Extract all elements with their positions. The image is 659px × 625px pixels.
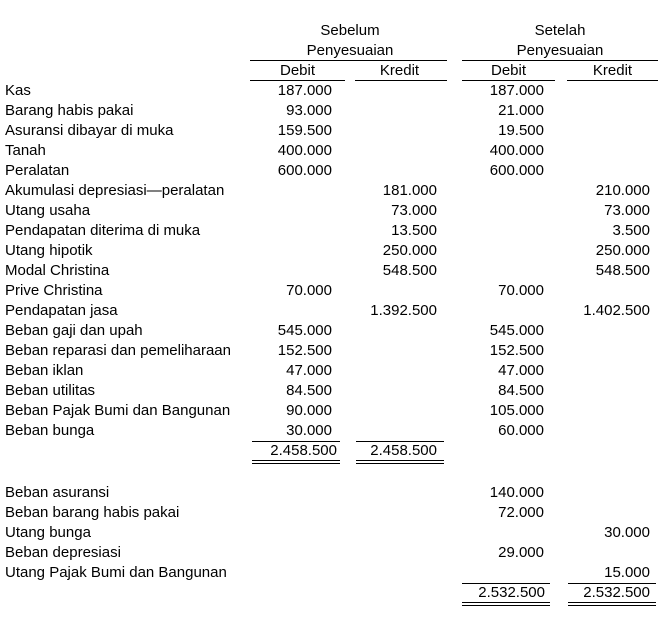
- row-label: Prive Christina: [5, 282, 103, 299]
- row-before-debit: 400.000: [277, 142, 332, 159]
- adjustment-row-after-kredit: 15.000: [604, 564, 650, 581]
- row-label: Beban reparasi dan pemeliharaan: [5, 342, 231, 359]
- adjustment-row-after-kredit: 30.000: [604, 524, 650, 541]
- row-before-kredit: 548.500: [382, 262, 437, 279]
- adjustment-row-after-debit: 140.000: [489, 484, 544, 501]
- row-before-kredit: 250.000: [382, 242, 437, 259]
- total-after-debit: 2.532.500: [478, 584, 545, 601]
- row-label: Akumulasi depresiasi—peralatan: [5, 182, 225, 199]
- row-before-kredit: 181.000: [382, 182, 437, 199]
- header-before-debit: Debit: [279, 62, 316, 79]
- header-before-line2: Penyesuaian: [306, 42, 394, 59]
- row-label: Asuransi dibayar di muka: [5, 122, 174, 139]
- adjustment-row-after-debit: 29.000: [498, 544, 544, 561]
- adjustment-row-label: Beban barang habis pakai: [5, 504, 180, 521]
- row-label: Barang habis pakai: [5, 102, 134, 119]
- row-after-kredit: 73.000: [604, 202, 650, 219]
- row-after-debit: 545.000: [489, 322, 544, 339]
- row-after-debit: 19.500: [498, 122, 544, 139]
- row-after-debit: 152.500: [489, 342, 544, 359]
- row-before-debit: 187.000: [277, 82, 332, 99]
- row-label: Beban bunga: [5, 422, 95, 439]
- total-double-rule-after-debit: [462, 602, 550, 606]
- row-label: Beban Pajak Bumi dan Bangunan: [5, 402, 231, 419]
- row-before-debit: 47.000: [286, 362, 332, 379]
- row-label: Modal Christina: [5, 262, 110, 279]
- row-before-debit: 152.500: [277, 342, 332, 359]
- row-before-debit: 30.000: [286, 422, 332, 439]
- row-after-debit: 70.000: [498, 282, 544, 299]
- header-after-kredit: Kredit: [592, 62, 633, 79]
- subtotal-double-rule-before-kredit: [356, 460, 444, 464]
- row-after-kredit: 250.000: [595, 242, 650, 259]
- col-rule-after-kredit: [567, 80, 658, 81]
- row-label: Utang hipotik: [5, 242, 93, 259]
- row-after-kredit: 210.000: [595, 182, 650, 199]
- subtotal-before-debit: 2.458.500: [270, 442, 337, 459]
- row-before-kredit: 73.000: [391, 202, 437, 219]
- row-before-debit: 90.000: [286, 402, 332, 419]
- adjustment-row-after-debit: 72.000: [498, 504, 544, 521]
- total-after-kredit: 2.532.500: [583, 584, 650, 601]
- row-label: Beban iklan: [5, 362, 84, 379]
- row-after-debit: 600.000: [489, 162, 544, 179]
- row-after-kredit: 548.500: [595, 262, 650, 279]
- row-before-debit: 600.000: [277, 162, 332, 179]
- row-before-debit: 159.500: [277, 122, 332, 139]
- subtotal-before-kredit: 2.458.500: [370, 442, 437, 459]
- row-before-debit: 545.000: [277, 322, 332, 339]
- row-label: Peralatan: [5, 162, 70, 179]
- header-after-line2: Penyesuaian: [516, 42, 604, 59]
- row-label: Pendapatan diterima di muka: [5, 222, 201, 239]
- row-label: Beban utilitas: [5, 382, 96, 399]
- col-rule-before-kredit: [355, 80, 447, 81]
- row-label: Pendapatan jasa: [5, 302, 118, 319]
- row-label: Kas: [5, 82, 31, 99]
- adjustment-row-label: Utang Pajak Bumi dan Bangunan: [5, 564, 227, 581]
- total-double-rule-after-kredit: [568, 602, 656, 606]
- row-after-debit: 84.500: [498, 382, 544, 399]
- row-before-kredit: 13.500: [391, 222, 437, 239]
- row-after-kredit: 1.402.500: [583, 302, 650, 319]
- adjustment-row-label: Beban depresiasi: [5, 544, 121, 561]
- row-after-debit: 400.000: [489, 142, 544, 159]
- header-before-line1: Sebelum: [320, 22, 380, 39]
- row-after-debit: 105.000: [489, 402, 544, 419]
- row-label: Beban gaji dan upah: [5, 322, 143, 339]
- row-label: Utang usaha: [5, 202, 91, 219]
- row-before-debit: 84.500: [286, 382, 332, 399]
- header-before-kredit: Kredit: [379, 62, 420, 79]
- adjustment-row-label: Utang bunga: [5, 524, 91, 541]
- row-before-kredit: 1.392.500: [370, 302, 437, 319]
- row-after-debit: 21.000: [498, 102, 544, 119]
- row-after-debit: 60.000: [498, 422, 544, 439]
- row-label: Tanah: [5, 142, 46, 159]
- header-after-debit: Debit: [490, 62, 527, 79]
- adjustment-row-label: Beban asuransi: [5, 484, 110, 501]
- row-after-kredit: 3.500: [612, 222, 650, 239]
- row-after-debit: 47.000: [498, 362, 544, 379]
- header-after-line1: Setelah: [534, 22, 586, 39]
- row-after-debit: 187.000: [489, 82, 544, 99]
- subtotal-double-rule-before-debit: [252, 460, 340, 464]
- row-before-debit: 70.000: [286, 282, 332, 299]
- row-before-debit: 93.000: [286, 102, 332, 119]
